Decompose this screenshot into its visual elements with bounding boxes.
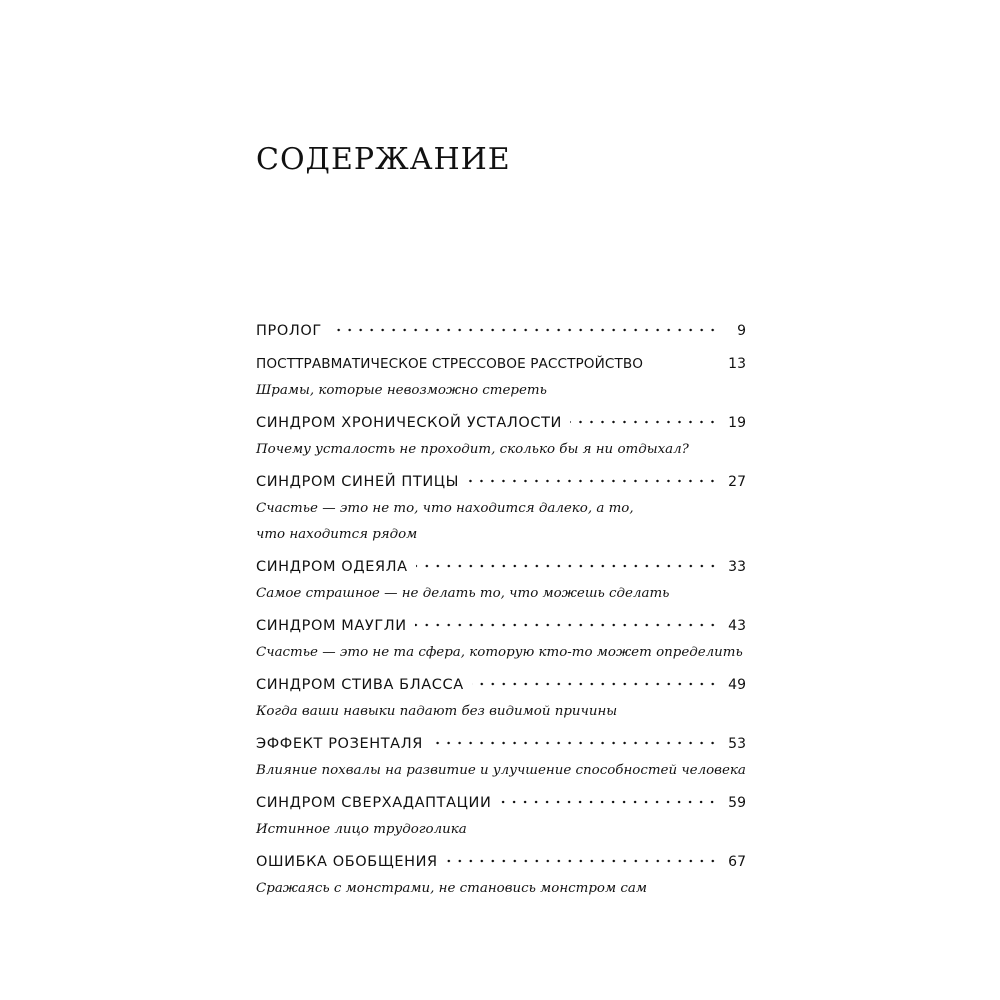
toc-entry-subtitle: Счастье — это не та сфера, которую кто-то может определить [256,645,743,660]
toc-entry-subtitle: Когда ваши навыки падают без видимой причины [256,704,618,719]
toc-entry-subtitle: Сражаясь с монстрами, не становись монстром сам [256,881,647,896]
toc-entry-title: ЭФФЕКТ РОЗЕНТАЛЯ [256,736,423,752]
toc-entry-title: СИНДРОМ МАУГЛИ [256,618,407,634]
toc-entry-page: 27 [728,474,746,490]
toc-entry-page: 33 [728,559,746,575]
dot-leader [431,738,718,748]
toc-entry-subtitle: Истинное лицо трудоголика [256,822,467,837]
toc-entry-subtitle-continued: что находится рядом [256,527,418,542]
toc-entry-page: 53 [728,736,746,752]
dot-leader [330,325,718,335]
toc-entry-title: СИНДРОМ ОДЕЯЛА [256,559,408,575]
toc-entry-title: СИНДРОМ СТИВА БЛАССА [256,677,464,693]
dot-leader [467,476,718,486]
dot-leader [570,417,718,427]
table-of-contents [256,318,746,908]
toc-entry-page: 59 [728,795,746,811]
toc-entry-subtitle: Влияние похвалы на развитие и улучшение способностей человека [256,763,746,778]
toc-entry-subtitle: Шрамы, которые невозможно стереть [256,383,547,398]
toc-entry-subtitle: Самое страшное — не делать то, что можешь сделать [256,586,670,601]
toc-entry-chronic-fatigue[interactable] [256,410,746,463]
toc-entry-page: 9 [737,323,746,339]
toc-entry-title: ПРОЛОГ [256,323,322,339]
toc-entry-ptsd[interactable] [256,351,746,404]
toc-entry-title: ОШИБКА ОБОБЩЕНИЯ [256,854,438,870]
toc-entry-subtitle: Почему усталость не проходит, сколько бы я ни отдыхал? [256,442,689,457]
toc-entry-page: 19 [728,415,746,431]
dot-leader [446,856,718,866]
toc-entry-page: 13 [728,356,746,372]
dot-leader [499,797,718,807]
dot-leader [472,679,718,689]
toc-entry-title: СИНДРОМ СВЕРХАДАПТАЦИИ [256,795,492,811]
dot-leader [416,561,718,571]
toc-entry-prologue[interactable] [256,318,746,345]
toc-entry-mowgli[interactable] [256,613,746,666]
toc-entry-page: 43 [728,618,746,634]
dot-leader [415,620,718,630]
toc-entry-title: СИНДРОМ ХРОНИЧЕСКОЙ УСТАЛОСТИ [256,415,562,431]
toc-entry-overadaptation[interactable] [256,790,746,843]
toc-entry-blanket[interactable] [256,554,746,607]
dot-leader [651,358,718,368]
toc-entry-steve-blass[interactable] [256,672,746,725]
toc-entry-subtitle: Счастье — это не то, что находится далеко, а то, [256,501,634,516]
toc-entry-rosenthal[interactable] [256,731,746,784]
toc-entry-title: ПОСТТРАВМАТИЧЕСКОЕ СТРЕССОВОЕ РАССТРОЙСТВО [256,356,644,372]
toc-entry-generalization-error[interactable] [256,849,746,902]
toc-entry-title: СИНДРОМ СИНЕЙ ПТИЦЫ [256,474,460,490]
toc-entry-blue-bird[interactable] [256,469,746,548]
page-title: СОДЕРЖАНИЕ [256,142,511,177]
toc-entry-page: 49 [728,677,746,693]
toc-entry-page: 67 [728,854,746,870]
